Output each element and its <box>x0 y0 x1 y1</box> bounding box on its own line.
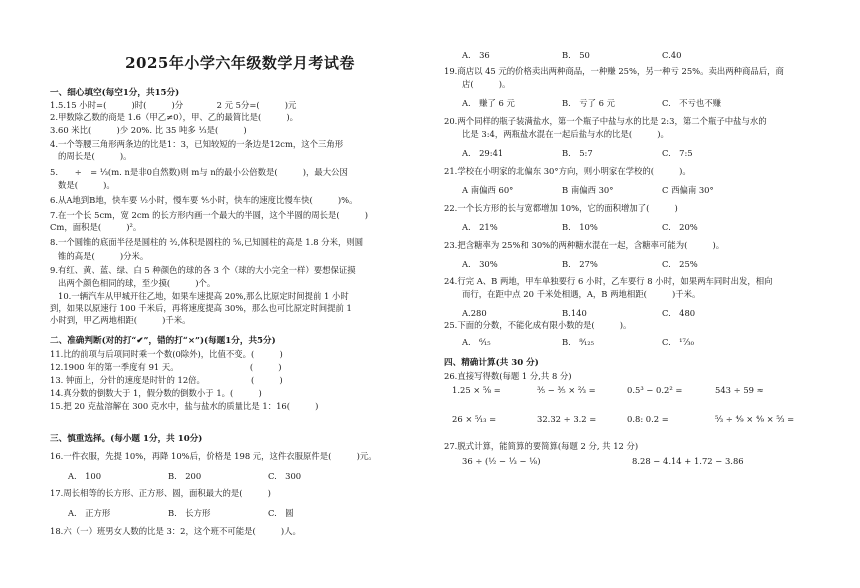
option-a: A 南偏西 60° <box>462 185 514 195</box>
option-c: C 西偏南 30° <box>662 185 714 195</box>
question-text: 10.一辆汽车从甲城开往乙地，如果车速提高 20%,那么比原定时间提前 1 小时 <box>58 291 349 301</box>
options-row <box>462 221 698 233</box>
question-text: 14.真分数的倒数大于 1，假分数的倒数小于 1。( ) <box>50 388 262 398</box>
question-text: 13. 钟面上，分针的速度是时针的 12倍。 ( ) <box>50 375 283 385</box>
options-row <box>462 336 694 348</box>
option-c: C.40 <box>662 50 682 60</box>
calc-item: 1.25 × ⁵⁄₈ = <box>452 385 501 395</box>
question-text: 3.60 米比( )少 20%. 比 35 吨多 ¹⁄₃是( ) <box>50 125 247 135</box>
question-text: 店( )。 <box>462 79 511 89</box>
calc-item: 26 × ⁵⁄₁₃ = <box>452 414 497 424</box>
option-b: B 南偏西 30° <box>562 185 614 195</box>
page-title: 2025年小学六年级数学月考试卷 <box>125 54 355 72</box>
option-a: A. 正方形 <box>68 508 111 518</box>
option-c: C. 7:5 <box>662 148 693 158</box>
question-text: 11.比的前项与后项同时乘一个数(0除外)，比值不变。( ) <box>50 349 283 359</box>
question-text: 到，如果以原速行 100 千米后，再将速度提高 30%，那么也可比原定时间提前 1 <box>50 303 352 313</box>
option-b: B. 200 <box>168 471 202 481</box>
question-text: 6.从A地到B地，快车要 ½小时，慢车要 ⁴⁄₅小时，快车的速度比慢车快( )%。 <box>50 195 358 205</box>
option-b: B. 5:7 <box>562 148 593 158</box>
calc-item: ³⁄₅ − ³⁄₅ × ²⁄₃ = <box>537 385 596 395</box>
calc-item: 0.5³ − 0.2² = <box>627 385 683 395</box>
option-a: A. 36 <box>462 50 490 60</box>
option-c: C. 300 <box>268 471 302 481</box>
option-b: B. ⁸⁄₁₂₅ <box>562 337 595 347</box>
question-text: 18.六（一）班男女人数的比是 3：2，这个班不可能是( )人。 <box>50 526 301 536</box>
question-text: 12.1900 年的第一季度有 91 天。 ( ) <box>50 362 282 372</box>
section-heading: 二、准确判断(对的打“✔”，错的打“×”)(每题1分，共5分) <box>50 336 276 346</box>
question-text: 锥的高是( )分米。 <box>58 251 149 261</box>
option-a: A. 100 <box>68 471 102 481</box>
option-c: C. 20% <box>662 222 698 232</box>
option-a: A. 21% <box>462 222 498 232</box>
option-c: C. ¹⁷⁄₃₀ <box>662 337 694 347</box>
question-text: 数是( )。 <box>58 180 115 190</box>
options-row <box>462 307 695 319</box>
question-text: 的周长是( )。 <box>58 151 132 161</box>
option-a: A. ⁶⁄₁₅ <box>462 337 491 347</box>
question-text: 27.脱式计算，能简算的要简算(每题 2 分, 共 12 分) <box>444 441 639 451</box>
question-text: 24.行完 A、B 两地，甲车单独要行 6 小时，乙车要行 8 小时，如果两车同时出发，相向 <box>444 276 773 286</box>
options-row <box>462 49 681 61</box>
option-b: B. 27% <box>562 259 598 269</box>
option-a: A. 29:41 <box>462 148 504 158</box>
calc-item: 32.32 ÷ 3.2 = <box>537 414 597 424</box>
question-text: 8.一个圆锥的底面半径是圆柱的 ³⁄₂,体积是圆柱的 ⁵⁄₆,已知圆柱的高是 1.8 分米，则圆 <box>50 237 364 247</box>
question-text: 5. ÷ = ¹⁄₃(m. n是非0自然数)则 m与 n的最小公倍数是( )，最大公因 <box>50 167 348 177</box>
calc-item: ⁵⁄₃ ÷ ⁴⁄₉ × ⁴⁄₉ × ⁵⁄₃ = <box>715 414 795 424</box>
question-text: 小时到，甲乙两地相距( )千米。 <box>50 315 191 325</box>
question-text: 20.两个同样的瓶子装满盐水，第一个瓶子中盐与水的比是 2:3，第二个瓶子中盐与水的 <box>444 116 767 126</box>
question-text: 15.把 20 克盐溶解在 300 克水中，盐与盐水的质量比是 1：16( ) <box>50 401 319 411</box>
question-text: 23.把含糖率为 25%和 30%的两种糖水混在一起，含糖率可能为( )。 <box>444 240 725 250</box>
section-heading: 四、精确计算(共 30 分) <box>444 358 539 368</box>
option-b: B. 长方形 <box>168 508 211 518</box>
options-row <box>68 470 301 482</box>
options-row <box>68 507 294 519</box>
calc-row <box>452 385 764 395</box>
calc-row <box>462 456 744 466</box>
option-a: A.280 <box>462 308 487 318</box>
calc-row <box>452 414 794 424</box>
option-b: B. 亏了 6 元 <box>562 98 615 108</box>
option-b: B. 10% <box>562 222 598 232</box>
question-text: 26.直接写得数(每题 1 分,共 8 分) <box>444 371 572 381</box>
question-text: 而行，在距中点 20 千米处相遇，A，B 两地相距( )千米。 <box>462 289 701 299</box>
question-text: 1.5.15 小时=( )时( )分 2 元 5分=( )元 <box>50 100 297 110</box>
question-text: 22.一个长方形的长与宽都增加 10%，它的面积增加了( ) <box>444 203 678 213</box>
question-text: 2.甲数除乙数的商是 1.6（甲乙≠0），甲、乙的最简比是( )。 <box>50 112 299 122</box>
options-row <box>462 258 698 270</box>
options-row <box>462 184 714 196</box>
option-a: A. 30% <box>462 259 498 269</box>
question-text: 19.商店以 45 元的价格卖出两种商品，一种赚 25%，另一种亏 25%。卖出两种商品后，商 <box>444 66 784 76</box>
options-row <box>462 147 693 159</box>
option-c: C. 25% <box>662 259 698 269</box>
calc-item: 36 ÷ (½ − ⅓ − ⅛) <box>462 456 541 466</box>
question-text: 比是 3:4，两瓶盐水混在一起后盐与水的比是( )。 <box>462 129 669 139</box>
question-text: 4.一个等腰三角形两条边的比是1：3，已知较短的一条边是12cm，这个三角形 <box>50 139 344 149</box>
question-text: 7.在一个长 5cm，宽 2cm 的长方形内画一个最大的半圆，这个半圆的周长是( ) <box>50 210 369 220</box>
calc-item: 8.28 − 4.14 + 1.72 − 3.86 <box>632 456 744 466</box>
calc-item: 0.8: 0.2 = <box>627 414 669 424</box>
options-row <box>462 97 721 109</box>
option-a: A. 赚了 6 元 <box>462 98 515 108</box>
option-c: C. 圆 <box>268 508 294 518</box>
option-b: B. 50 <box>562 50 590 60</box>
calc-item: 543 ÷ 59 ≈ <box>715 385 764 395</box>
option-c: C. 480 <box>662 308 696 318</box>
option-c: C. 不亏也不赚 <box>662 98 722 108</box>
question-text: 9.有红、黄、蓝、绿、白 5 种颜色的球的各 3 个（球的大小完全一样）要想保证摸 <box>50 265 356 275</box>
section-heading: 三、慎重选择。(每小题 1分，共 10分) <box>50 434 203 444</box>
question-text: 25.下面的分数，不能化成有限小数的是( )。 <box>444 320 632 330</box>
question-text: 21.学校在小明家的北偏东 30°方向，则小明家在学校的( )。 <box>444 166 691 176</box>
question-text: 17.周长相等的长方形、正方形、圆，面积最大的是( ) <box>50 488 271 498</box>
option-b: B.140 <box>562 308 587 318</box>
question-text: 16.一件衣服，先提 10%，再降 10%后，价格是 198 元，这件衣服原件是( )元。 <box>50 451 377 461</box>
question-text: 出两个颜色相同的球，至少摸( )个。 <box>58 278 216 288</box>
section-heading: 一、细心填空(每空1分，共15分) <box>50 88 180 98</box>
question-text: Cm，面积是( )²。 <box>50 222 142 232</box>
